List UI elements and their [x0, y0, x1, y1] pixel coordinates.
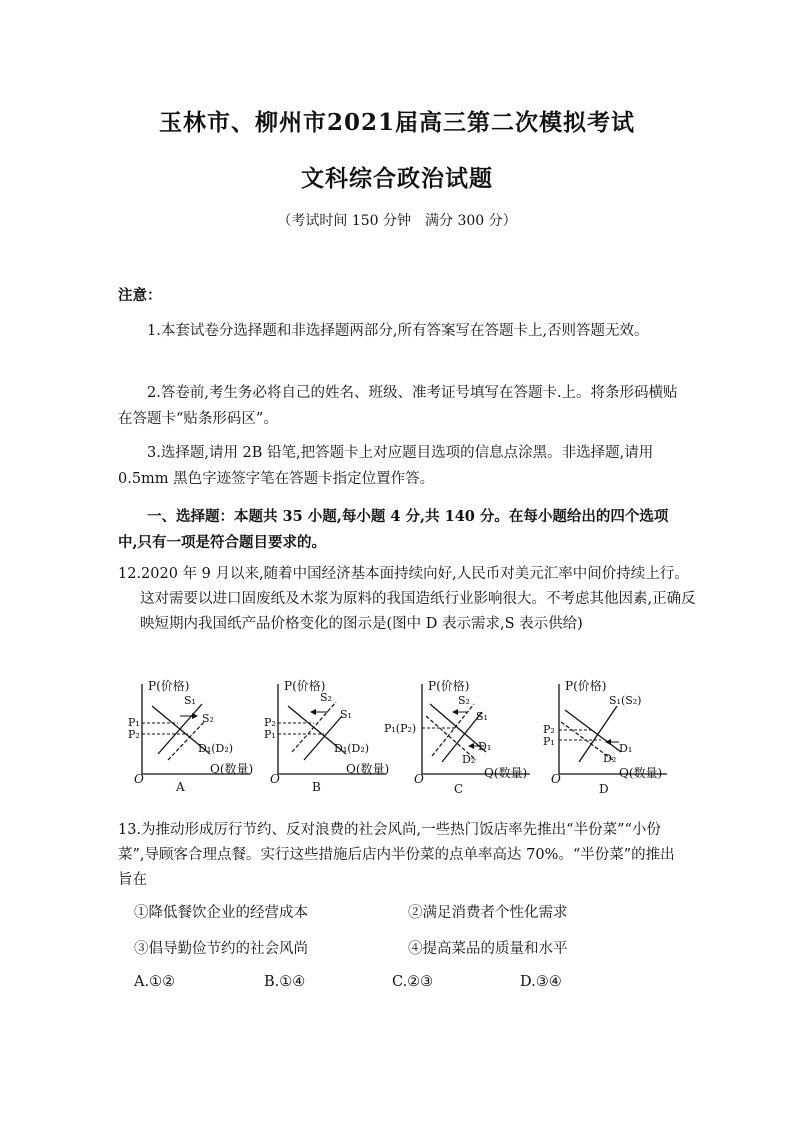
supply-old-label: S₁ — [184, 694, 196, 707]
diagram-a — [122, 676, 272, 805]
origin-label: O — [270, 772, 280, 786]
statement-2: ②满足消费者个性化需求 — [408, 905, 568, 921]
notice-item-1: 1.本套试卷分选择题和非选择题两部分,所有答案写在答题卡上,否则答题无效。 — [147, 323, 649, 339]
supply-old-label: S₂ — [320, 691, 332, 704]
axis-q-label: Q(数量) — [346, 762, 390, 776]
origin-label: O — [414, 772, 424, 786]
diagram-letter: A — [176, 780, 185, 794]
price-top-label: P₂ — [264, 716, 276, 729]
origin-label: O — [134, 772, 144, 786]
axis-p-label: P(价格) — [565, 679, 607, 693]
notice-item-3: 3.选择题,请用 2B 铅笔,把答题卡上对应题目选项的信息点涂黑。非选择题,请用 0.5mm 黑色字迹签字笔在答题卡指定位置作答。 — [118, 445, 654, 487]
question-13-text: 13.为推动形成厉行节约、反对浪费的社会风尚,一些热门饭店率先推出“半份菜”“小份菜”,导顾客合理点餐。实行这些措施后店内半份菜的点单率高达 70%。“半份菜”的推出旨在 — [118, 822, 675, 888]
demand-label: D₁(D₂) — [198, 742, 234, 755]
exam-subtitle: 文科综合政治试题 — [301, 165, 493, 192]
demand-old-label: D₁ — [478, 740, 492, 753]
diagram-d — [537, 676, 697, 805]
statement-1: ①降低餐饮企业的经营成本 — [134, 905, 308, 921]
diagram-c — [382, 676, 542, 805]
exam-info: （考试时间 150 分钟 满分 300 分） — [277, 213, 517, 229]
diagram-letter: D — [599, 782, 609, 796]
price-top-label: P₁(P₂) — [384, 722, 417, 735]
axis-q-label: Q(数量) — [210, 762, 254, 776]
axis-q-label: Q(数量) — [484, 766, 528, 780]
origin-label: O — [551, 772, 561, 786]
price-bottom-label: P₁ — [543, 735, 555, 748]
choice-b: B.①④ — [264, 974, 306, 990]
demand-label: D₁(D₂) — [334, 742, 370, 755]
choice-d: D.③④ — [520, 974, 562, 990]
supply-label: S₁(S₂) — [609, 694, 642, 707]
statement-3: ③倡导勤俭节约的社会风尚 — [134, 941, 308, 957]
demand-new-label: D₂ — [462, 753, 476, 766]
supply-new-label: S₁ — [476, 710, 488, 723]
statement-4: ④提高菜品的质量和水平 — [408, 941, 568, 957]
diagram-letter: B — [312, 780, 321, 794]
exam-title: 玉林市、柳州市2021届高三第二次模拟考试 — [158, 109, 635, 136]
notice-item-2: 2.答卷前,考生务必将自己的姓名、班级、准考证号填写在答题卡.上。将条形码横贴在答题卡“贴条形码区”。 — [118, 385, 678, 427]
price-bottom-label: P₂ — [128, 728, 140, 741]
choice-a: A.①② — [134, 974, 176, 990]
axis-p-label: P(价格) — [148, 679, 190, 693]
supply-old-label: S₂ — [458, 694, 470, 707]
diagram-letter: C — [454, 782, 464, 796]
question-12-text: 12.2020 年 9 月以来,随着中国经济基本面持续向好,人民币对美元汇率中间价持续上行。这对需要以进口固废纸及木浆为原料的我国造纸行业影响很大。不考虑其他因素,正确反映短期内我国纸产品价格变化的图示是(图中 D 表示需求,S 表示供给) — [118, 566, 696, 632]
axis-p-label: P(价格) — [428, 679, 470, 693]
supply-new-label: S₁ — [340, 708, 352, 721]
price-bottom-label: P₁ — [264, 728, 276, 741]
supply-new-label: S₂ — [202, 712, 214, 725]
choice-c: C.②③ — [392, 974, 434, 990]
price-top-label: P₂ — [543, 723, 555, 736]
section-instructions: 一、选择题：本题共 35 小题,每小题 4 分,共 140 分。在每小题给出的四个选项中,只有一项是符合题目要求的。 — [118, 508, 669, 551]
axis-q-label: Q(数量) — [619, 766, 663, 780]
axis-p-label: P(价格) — [284, 679, 326, 693]
demand-new-label: D₂ — [603, 752, 617, 765]
price-top-label: P₁ — [128, 716, 140, 729]
demand-old-label: D₁ — [619, 742, 633, 755]
notice-heading: 注意： — [118, 287, 162, 304]
